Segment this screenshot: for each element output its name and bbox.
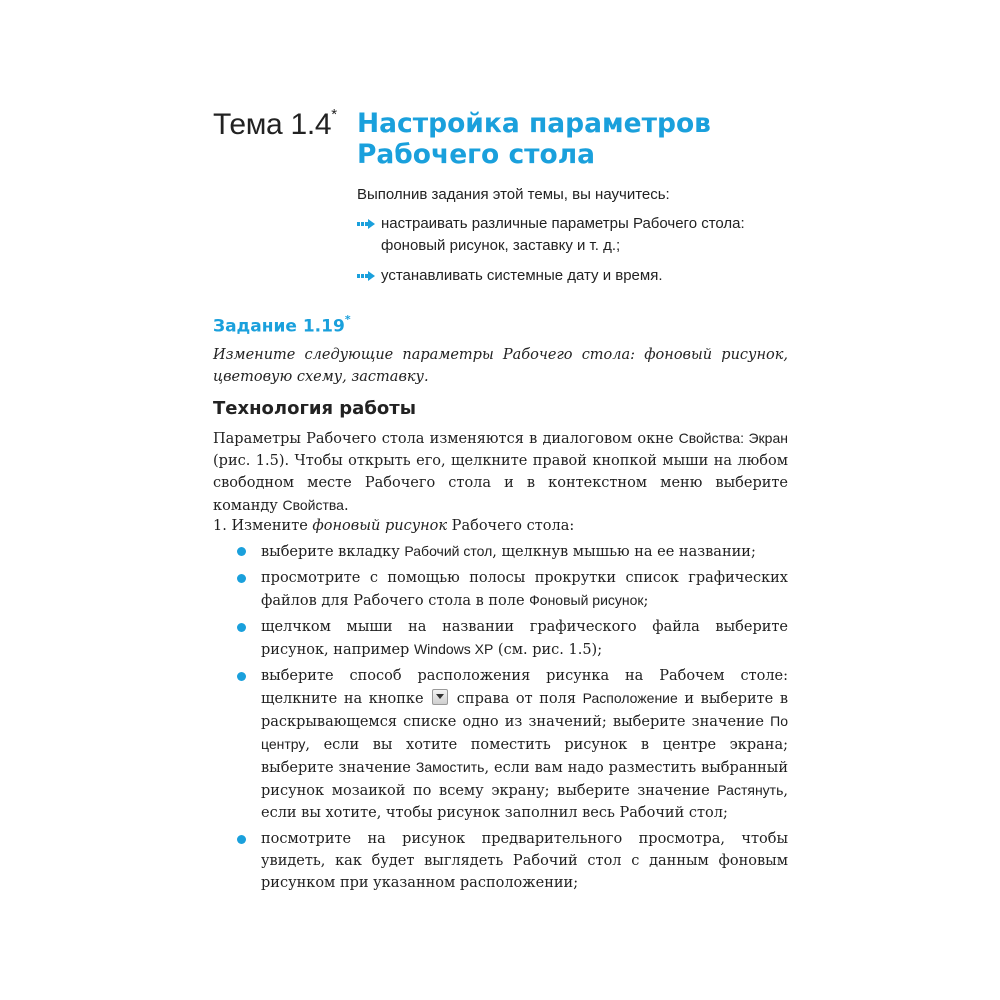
task-title: Задание 1.19* [213,313,351,337]
ui-term: Рабочий стол [404,543,493,559]
bullet-dot-icon [237,574,246,583]
learn-item: устанавливать системные дату и время. [357,265,797,287]
bullet-item: выберите способ расположения рисунка на Рабочем столе: щелкните на кнопке справа от поля Расположение и выберите в раскрывающемся списке одно из значений; выберите значение По центру, если вы хотите поместить рисунок в центре экрана; выберите значение Замостить, если вам надо разместить выбранный рисунок мозаикой по всему экрану; выберите значение Растянуть, если вы хотите, чтобы рисунок заполнил весь Рабочий стол; [237,665,788,824]
ui-term: Растянуть [717,782,784,798]
learn-intro: Выполнив задания этой темы, вы научитесь: [357,186,670,203]
bullet-dot-icon [237,672,246,681]
bullet-item: выберите вкладку Рабочий стол, щелкнув мышью на ее названии; [237,540,788,563]
ui-term: Расположение [582,690,678,706]
theme-asterisk: * [331,106,337,123]
arrow-bullet-icon [357,219,375,229]
bullet-dot-icon [237,835,246,844]
ui-term: Свойства: Экран [678,430,788,446]
arrow-bullet-icon [357,271,375,281]
bullet-dot-icon [237,547,246,556]
task-text: Измените следующие параметры Рабочего стола: фоновый рисунок, цветовую схему, заставку. [213,347,788,385]
step-1: 1. Измените фоновый рисунок Рабочего стола: [213,518,575,534]
ui-term: Замостить [415,759,485,775]
task-asterisk: * [344,313,351,326]
ui-term: По центру [261,713,788,752]
bullet-dot-icon [237,623,246,632]
theme-title: Настройка параметров Рабочего стола [357,108,711,170]
ui-term: Свойства [282,497,344,513]
intro-paragraph: Параметры Рабочего стола изменяются в диалоговом окне Свойства: Экран (рис. 1.5). Чтобы открыть его, щелкните правой кнопкой мыши на любом свободном месте Рабочего стола и в контекстном меню выберите команду Свойства. [213,430,788,514]
theme-label: Тема 1.4* [213,106,337,141]
bullet-item: щелчком мыши на названии графического файла выберите рисунок, например Windows XP (см. рис. 1.5); [237,616,788,661]
technology-heading: Технология работы [213,398,416,419]
ui-term: Фоновый рисунок [529,592,644,608]
dropdown-button-icon [432,689,448,705]
ui-term: Windows XP [413,641,494,657]
bullet-item: просмотрите с помощью полосы прокрутки список графических файлов для Рабочего стола в поле Фоновый рисунок; [237,567,788,612]
learn-list [357,213,797,295]
bullet-list [237,540,788,898]
learn-item: настраивать различные параметры Рабочего стола: фоновый рисунок, заставку и т. д.; [357,213,797,257]
bullet-item: посмотрите на рисунок предварительного просмотра, чтобы увидеть, как будет выглядеть Рабочий стол с данным фоновым рисунком при указанном расположении; [237,828,788,894]
